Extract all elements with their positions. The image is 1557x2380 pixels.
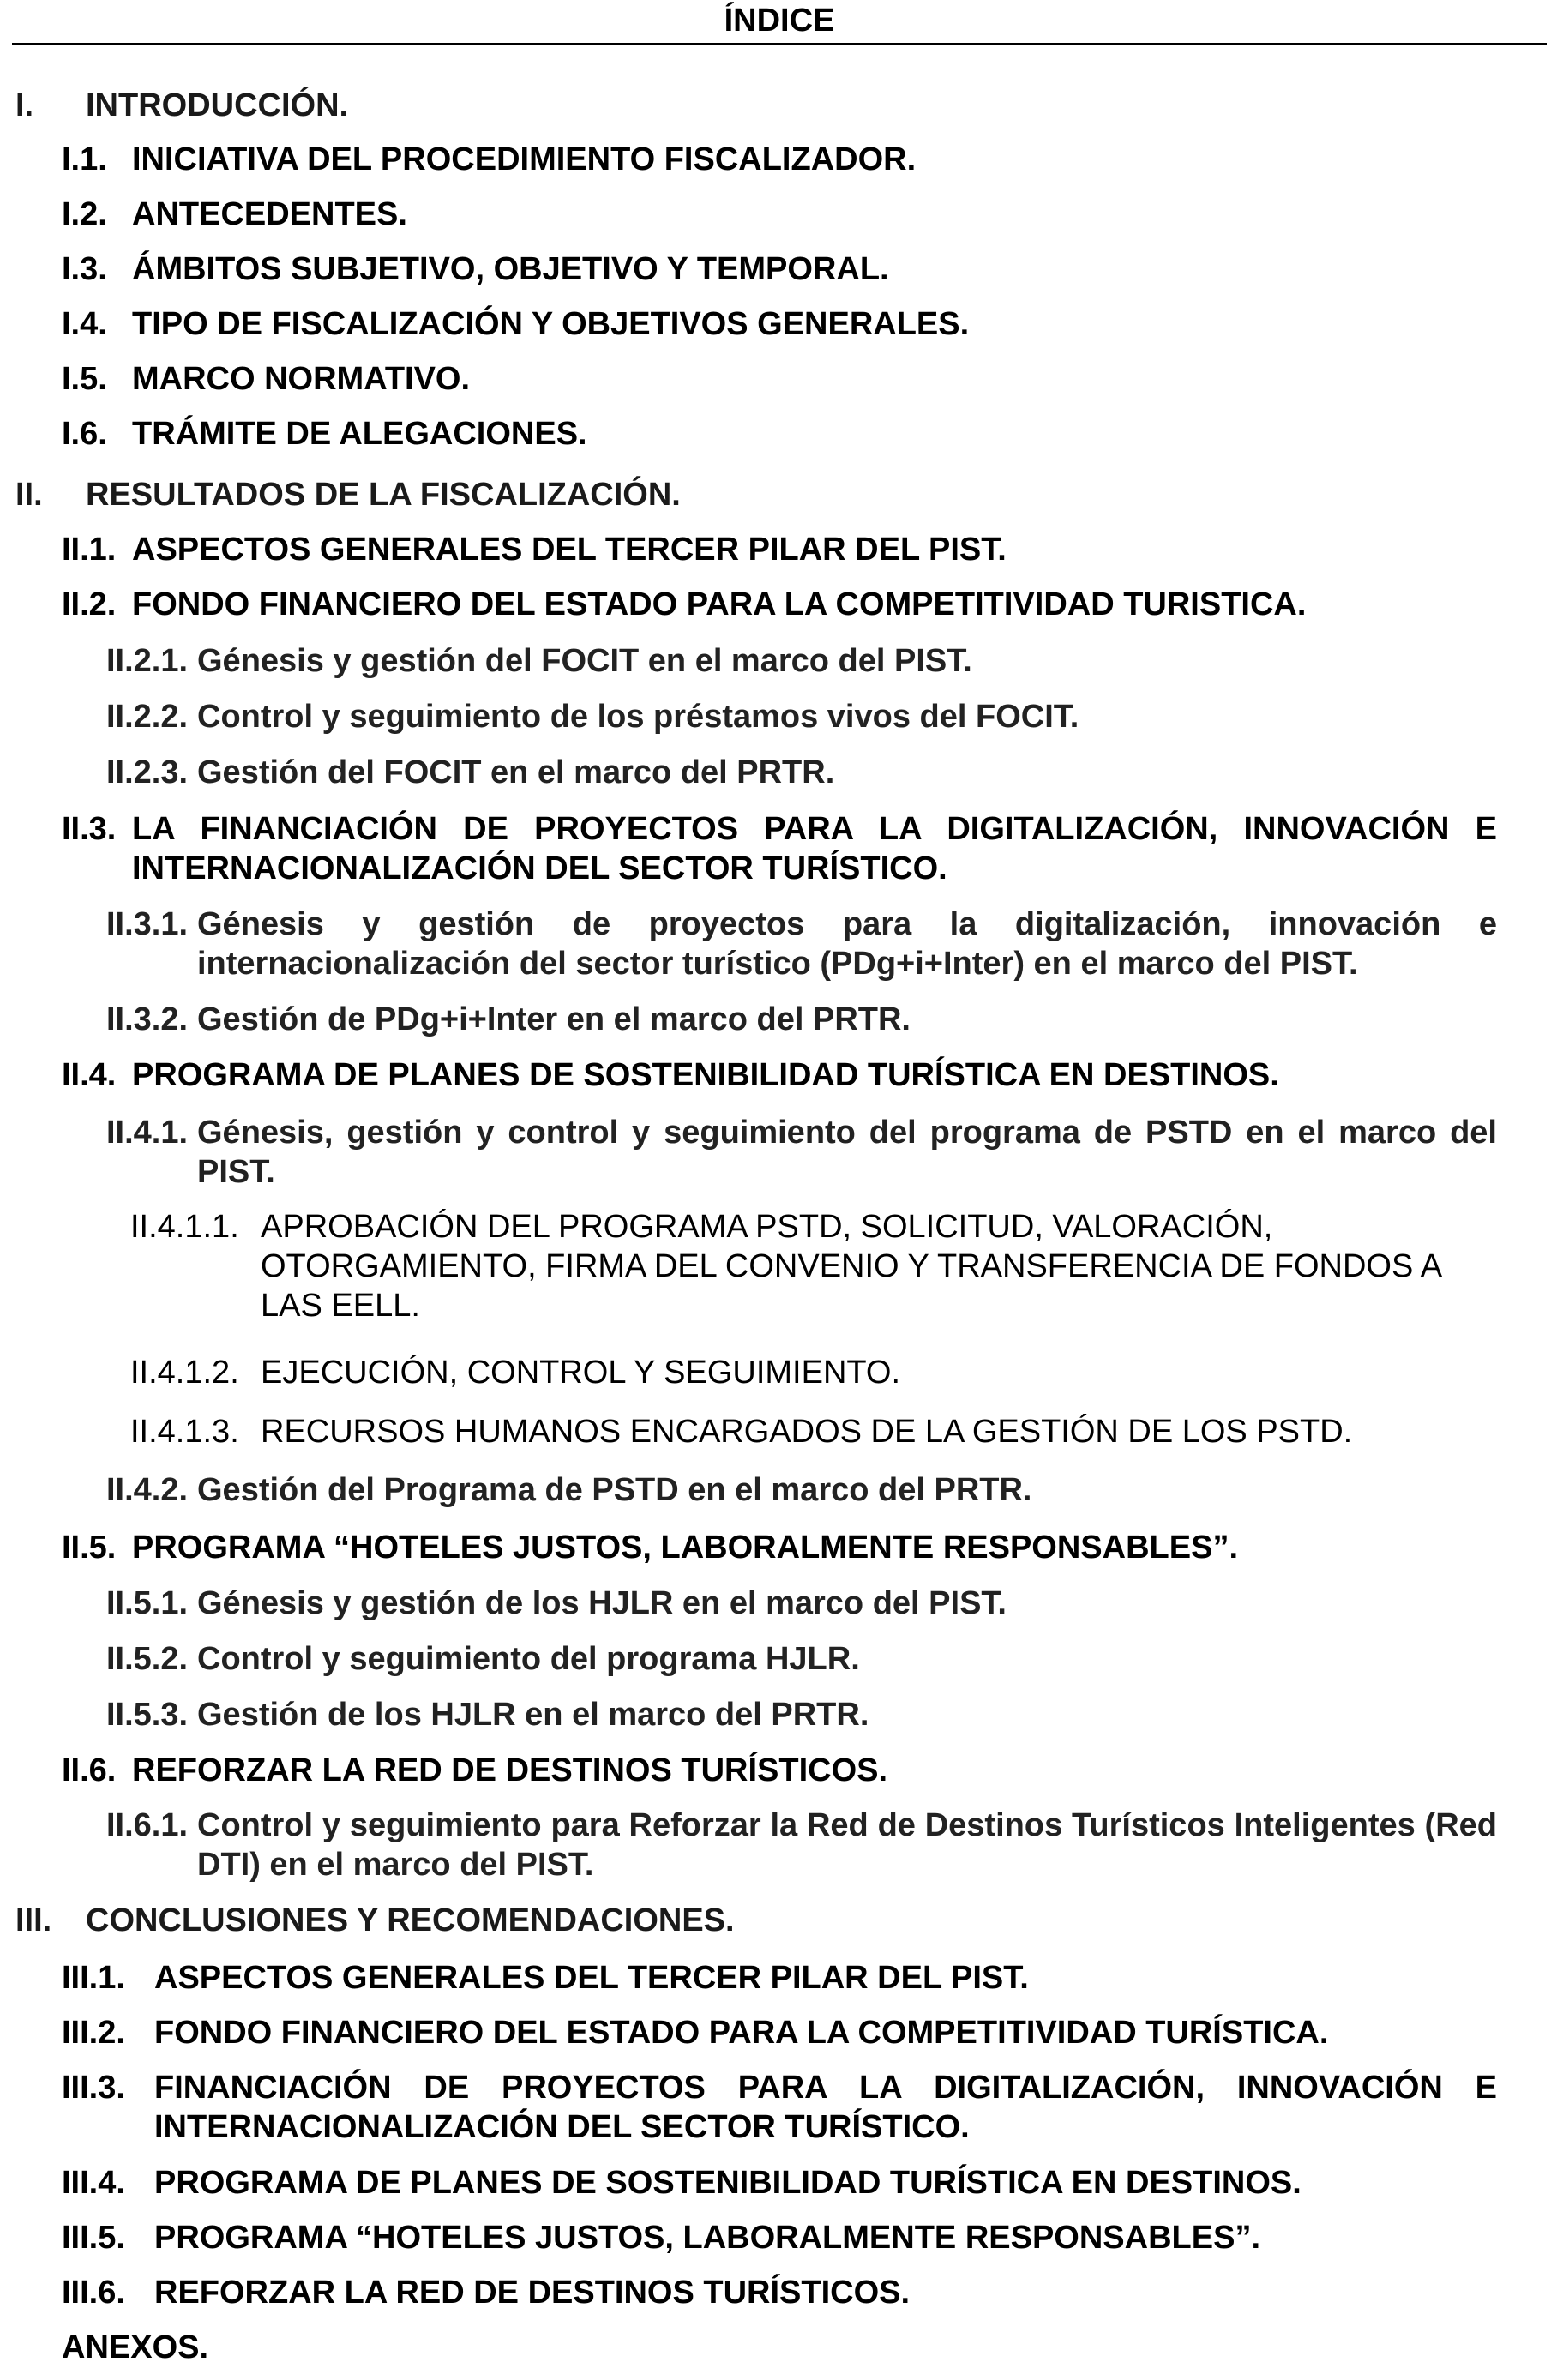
toc-entry-number: I.2. (62, 196, 107, 232)
toc-entry-number: I.5. (62, 361, 107, 397)
toc-entry-2-5-1[interactable] (106, 1584, 1007, 1623)
toc-entry-title: INTRODUCCIÓN. (86, 87, 349, 123)
toc-entry-title: Génesis y gestión de proyectos para la digitalización, innovación e internacionalización del sector turístico (PDg+i+Inter) en el marco del PIST. (197, 906, 1497, 982)
toc-entry-title: TRÁMITE DE ALEGACIONES. (132, 416, 587, 452)
toc-entry-number: II.3.2. (106, 1001, 189, 1037)
toc-entry-title: Gestión del FOCIT en el marco del PRTR. (197, 754, 835, 790)
toc-entry-annexes[interactable] (62, 2328, 208, 2367)
toc-entry-number: I.4. (62, 306, 107, 342)
toc-entry-2-5-3[interactable] (106, 1695, 869, 1734)
toc-entry-title: ÁMBITOS SUBJETIVO, OBJETIVO Y TEMPORAL. (132, 251, 889, 287)
toc-entry-number: II.2.3. (106, 754, 189, 790)
toc-entry-3-1[interactable] (62, 1958, 1029, 1998)
toc-entry-2-2-2[interactable] (106, 697, 1079, 736)
toc-entry-number: III. (15, 1902, 52, 1938)
toc-entry-title: FONDO FINANCIERO DEL ESTADO PARA LA COMPETITIVIDAD TURISTICA. (132, 586, 1307, 622)
toc-entry-number: II.2.1. (106, 643, 189, 679)
toc-entry-number: II.4. (62, 1057, 117, 1093)
page-title: ÍNDICE (724, 3, 835, 39)
toc-entry-section-3[interactable] (15, 1901, 735, 1940)
toc-entry-3-3[interactable] (62, 2068, 1497, 2147)
toc-entry-number: I.1. (62, 141, 107, 177)
toc-entry-title: FONDO FINANCIERO DEL ESTADO PARA LA COMPETITIVIDAD TURÍSTICA. (154, 2015, 1329, 2051)
toc-entry-title: APROBACIÓN DEL PROGRAMA PSTD, SOLICITUD, VALORACIÓN, OTORGAMIENTO, FIRMA DEL CONVENIO Y TRANSFERENCIA DE FONDOS A LAS EELL. (261, 1209, 1441, 1324)
toc-entry-2-4-1-2[interactable] (130, 1353, 900, 1392)
toc-entry-title: MARCO NORMATIVO. (132, 361, 471, 397)
toc-entry-title: RECURSOS HUMANOS ENCARGADOS DE LA GESTIÓN DE LOS PSTD. (261, 1414, 1353, 1450)
toc-entry-number: II.5. (62, 1530, 117, 1566)
toc-entry-title: Control y seguimiento para Reforzar la Red de Destinos Turísticos Inteligentes (Red DTI) en el marco del PIST. (197, 1807, 1497, 1883)
toc-entry-number: I.6. (62, 416, 107, 452)
toc-entry-number: II.3.1. (106, 906, 189, 942)
toc-entry-1-3[interactable] (62, 249, 889, 289)
toc-entry-number: I. (15, 87, 34, 123)
toc-entry-title: Gestión del Programa de PSTD en el marco del PRTR. (197, 1472, 1032, 1508)
toc-entry-title: Génesis, gestión y control y seguimiento del programa de PSTD en el marco del PIST. (197, 1115, 1497, 1190)
toc-entry-number: II.4.1.2. (130, 1355, 239, 1391)
toc-entry-2-4-1[interactable] (106, 1113, 1497, 1192)
toc-entry-number: II.4.1.3. (130, 1414, 239, 1450)
toc-entry-title: FINANCIACIÓN DE PROYECTOS PARA LA DIGITALIZACIÓN, INNOVACIÓN E INTERNACIONALIZACIÓN DEL SECTOR TURÍSTICO. (154, 2070, 1497, 2145)
toc-entry-number: III.3. (62, 2070, 125, 2106)
toc-entry-2-3-2[interactable] (106, 1000, 911, 1039)
toc-entry-title: Gestión de los HJLR en el marco del PRTR. (197, 1697, 869, 1733)
toc-entry-title: RESULTADOS DE LA FISCALIZACIÓN. (86, 477, 681, 513)
toc-entry-title: PROGRAMA DE PLANES DE SOSTENIBILIDAD TURÍSTICA EN DESTINOS. (132, 1057, 1279, 1093)
toc-entry-number: II.6. (62, 1752, 117, 1788)
toc-entry-2-5-2[interactable] (106, 1639, 860, 1679)
toc-entry-2-1[interactable] (62, 530, 1007, 569)
toc-entry-3-4[interactable] (62, 2163, 1302, 2203)
toc-entry-title: TIPO DE FISCALIZACIÓN Y OBJETIVOS GENERALES. (132, 306, 970, 342)
toc-entry-title: REFORZAR LA RED DE DESTINOS TURÍSTICOS. (132, 1752, 888, 1788)
toc-entry-2-6-1[interactable] (106, 1806, 1497, 1884)
toc-entry-section-2[interactable] (15, 475, 681, 514)
toc-entry-number: II.4.1. (106, 1115, 189, 1151)
toc-entry-title: PROGRAMA “HOTELES JUSTOS, LABORALMENTE RESPONSABLES”. (132, 1530, 1238, 1566)
toc-entry-title: ASPECTOS GENERALES DEL TERCER PILAR DEL PIST. (154, 1960, 1029, 1996)
toc-entry-title: Control y seguimiento del programa HJLR. (197, 1641, 860, 1677)
toc-entry-title: EJECUCIÓN, CONTROL Y SEGUIMIENTO. (261, 1355, 901, 1391)
toc-entry-1-2[interactable] (62, 195, 407, 234)
toc-entry-title: Gestión de PDg+i+Inter en el marco del PRTR. (197, 1001, 911, 1037)
toc-entry-number: II.5.2. (106, 1641, 189, 1677)
toc-entry-number: I.3. (62, 251, 107, 287)
toc-entry-section-1[interactable] (15, 86, 348, 125)
toc-entry-number: II.5.3. (106, 1697, 189, 1733)
toc-entry-number: II.2. (62, 586, 117, 622)
toc-entry-2-4-1-1[interactable] (130, 1207, 1495, 1325)
toc-entry-title: Génesis y gestión del FOCIT en el marco del PIST. (197, 643, 972, 679)
toc-entry-title: PROGRAMA DE PLANES DE SOSTENIBILIDAD TURÍSTICA EN DESTINOS. (154, 2165, 1302, 2201)
toc-entry-3-6[interactable] (62, 2273, 910, 2312)
toc-entry-number: III.2. (62, 2015, 125, 2051)
toc-entry-number: III.4. (62, 2165, 125, 2201)
toc-entry-title: PROGRAMA “HOTELES JUSTOS, LABORALMENTE RESPONSABLES”. (154, 2220, 1260, 2256)
toc-entry-number: II.1. (62, 532, 117, 568)
toc-entry-2-4-1-3[interactable] (130, 1412, 1352, 1451)
toc-entry-title: CONCLUSIONES Y RECOMENDACIONES. (86, 1902, 735, 1938)
toc-entry-2-4-2[interactable] (106, 1470, 1031, 1510)
toc-entry-number: II.4.1.1. (130, 1209, 239, 1245)
toc-entry-2-6[interactable] (62, 1751, 887, 1790)
toc-entry-title: LA FINANCIACIÓN DE PROYECTOS PARA LA DIGITALIZACIÓN, INNOVACIÓN E INTERNACIONALIZACIÓN DEL SECTOR TURÍSTICO. (132, 811, 1497, 886)
toc-entry-title: REFORZAR LA RED DE DESTINOS TURÍSTICOS. (154, 2275, 911, 2311)
toc-entry-2-3-1[interactable] (106, 905, 1497, 983)
toc-entry-2-2-3[interactable] (106, 753, 834, 792)
toc-entry-2-3[interactable] (62, 809, 1497, 888)
toc-entry-1-6[interactable] (62, 414, 587, 454)
toc-entry-title: ANEXOS. (62, 2329, 209, 2365)
toc-entry-2-2[interactable] (62, 585, 1306, 624)
toc-entry-2-5[interactable] (62, 1528, 1238, 1567)
toc-entry-title: ANTECEDENTES. (132, 196, 407, 232)
toc-entry-number: II.4.2. (106, 1472, 189, 1508)
toc-entry-3-5[interactable] (62, 2218, 1260, 2257)
toc-entry-1-4[interactable] (62, 304, 969, 344)
toc-entry-number: II.2.2. (106, 699, 189, 735)
toc-entry-number: II. (15, 477, 43, 513)
toc-entry-1-1[interactable] (62, 140, 916, 179)
toc-entry-3-2[interactable] (62, 2013, 1328, 2052)
toc-entry-number: III.6. (62, 2275, 125, 2311)
toc-entry-1-5[interactable] (62, 359, 470, 399)
toc-entry-title: Control y seguimiento de los préstamos vivos del FOCIT. (197, 699, 1079, 735)
toc-entry-number: II.6.1. (106, 1807, 189, 1843)
toc-entry-title: ASPECTOS GENERALES DEL TERCER PILAR DEL PIST. (132, 532, 1007, 568)
toc-entry-2-2-1[interactable] (106, 641, 972, 681)
toc-entry-title: Génesis y gestión de los HJLR en el marco del PIST. (197, 1585, 1007, 1621)
toc-entry-number: III.5. (62, 2220, 125, 2256)
toc-entry-2-4[interactable] (62, 1055, 1279, 1095)
toc-entry-number: II.5.1. (106, 1585, 189, 1621)
toc-entry-title: INICIATIVA DEL PROCEDIMIENTO FISCALIZADOR. (132, 141, 917, 177)
toc-entry-number: III.1. (62, 1960, 125, 1996)
toc-entry-number: II.3. (62, 811, 117, 847)
